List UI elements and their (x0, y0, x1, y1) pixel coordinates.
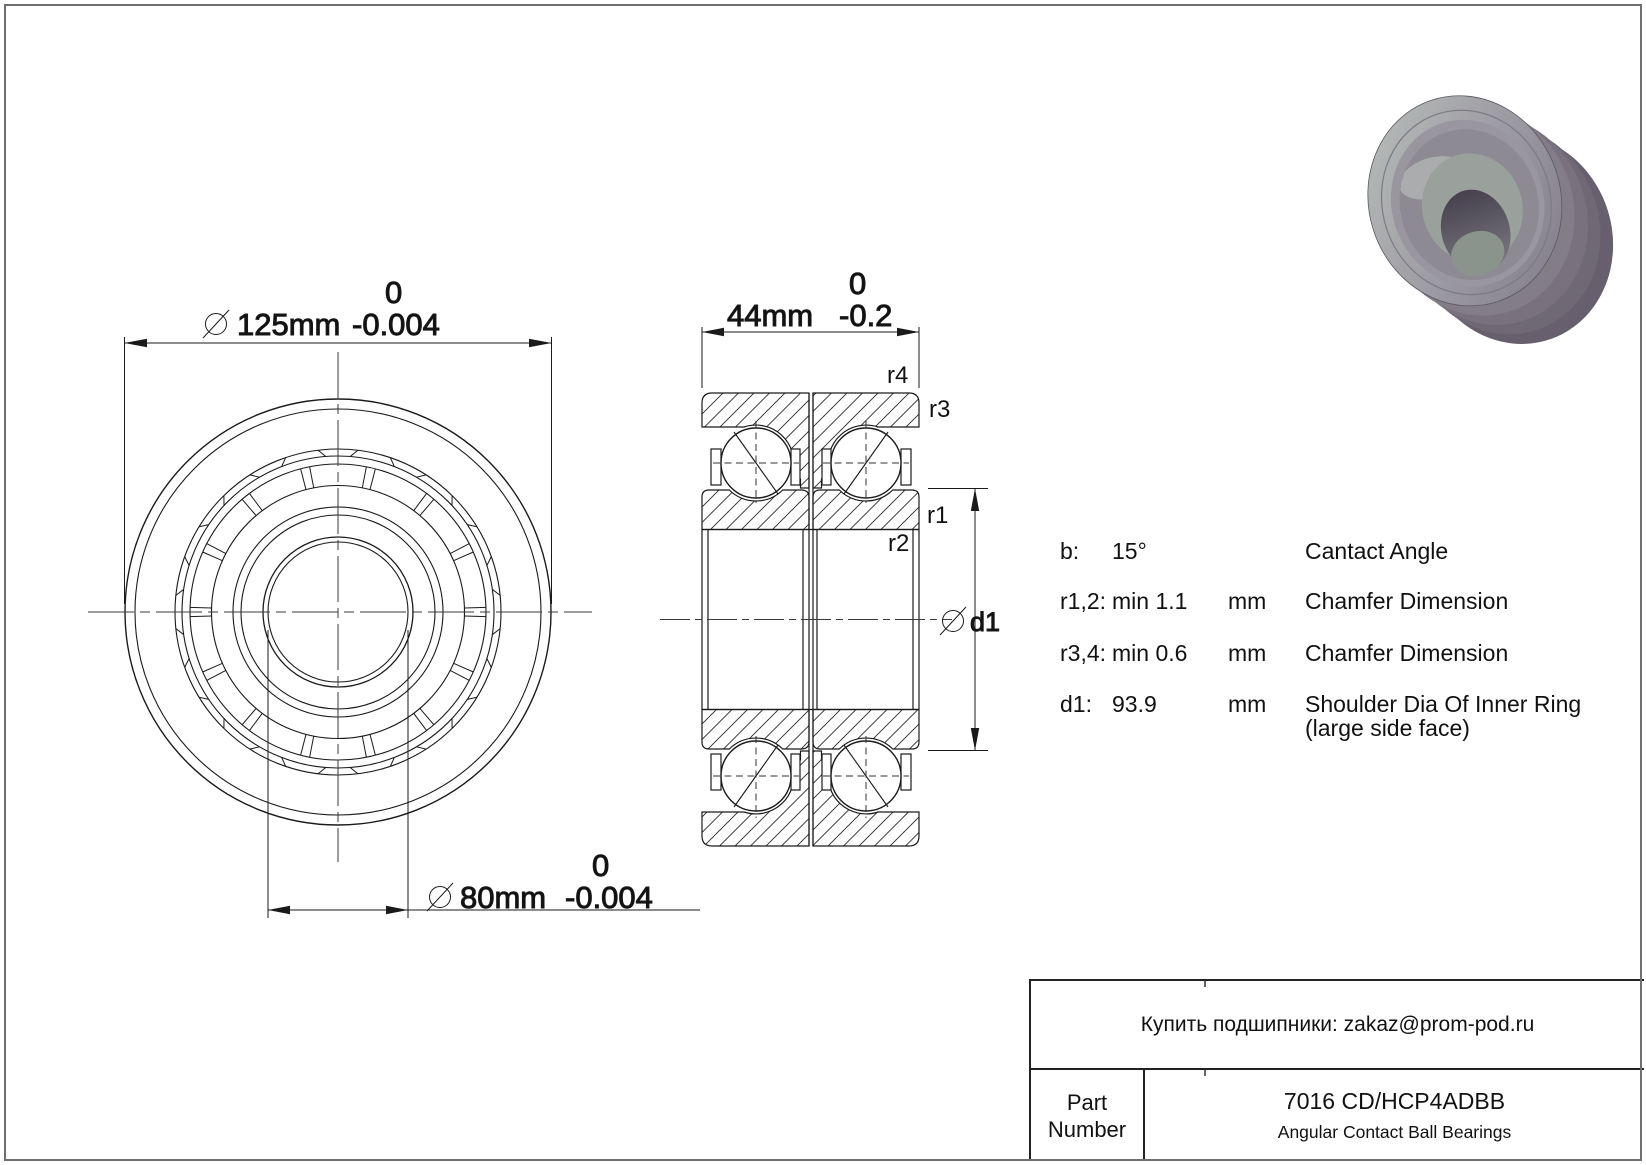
bearing-category: Angular Contact Ball Bearings (1277, 1122, 1512, 1142)
width-dim-tol-upper: 0 (849, 266, 867, 301)
arrowhead-left (268, 906, 290, 914)
od-dim-value: 125mm (237, 307, 341, 342)
bore-dim-value: 80mm (460, 880, 547, 915)
od-dim-tol-upper: 0 (385, 275, 403, 310)
arrowhead-up (971, 489, 979, 512)
width-dim-tol-lower: -0.2 (839, 298, 893, 333)
bore-dim-tol-upper: 0 (592, 848, 610, 883)
spec-label: b: (1060, 538, 1080, 564)
spec-label: d1: (1060, 691, 1092, 717)
spec-desc: Shoulder Dia Of Inner Ring (1305, 691, 1582, 717)
spec-label: r3,4: (1060, 640, 1107, 666)
label-r3: r3 (929, 396, 951, 423)
spec-label: r1,2: (1060, 588, 1107, 614)
diameter-symbol (940, 607, 966, 635)
part-number-value: 7016 CD/HCP4ADBB (1283, 1088, 1506, 1114)
arrowhead-right (529, 339, 552, 347)
spec-desc: Chamfer Dimension (1305, 588, 1509, 614)
arrowhead-left (702, 328, 724, 336)
spec-desc-line2: (large side face) (1305, 715, 1470, 741)
arrowhead-right (897, 328, 919, 336)
diameter-symbol (427, 883, 453, 911)
spec-unit: mm (1228, 691, 1267, 717)
spec-desc: Chamfer Dimension (1305, 640, 1509, 666)
label-r1: r1 (927, 502, 949, 529)
spec-desc: Cantact Angle (1305, 538, 1449, 564)
bearing-3d-render (1341, 59, 1640, 381)
spec-value: min 0.6 (1112, 640, 1188, 666)
label-r4: r4 (887, 362, 909, 389)
part-number-cell (1145, 1070, 1644, 1161)
label-r2: r2 (888, 530, 910, 557)
spec-value: 15° (1112, 538, 1147, 564)
arrowhead-right (386, 906, 408, 914)
spec-value: min 1.1 (1112, 588, 1188, 614)
shoulder-dim-label: d1 (970, 607, 1001, 637)
contact-line: Купить подшипники: zakaz@prom-pod.ru (1031, 981, 1644, 1070)
arrowhead-left (125, 339, 148, 347)
arrowhead-down (971, 728, 979, 751)
title-block (1029, 979, 1644, 1161)
front-view (88, 352, 592, 862)
part-number-label: Part Number (1031, 1070, 1145, 1161)
spec-unit: mm (1228, 640, 1267, 666)
od-dim-tol-lower: -0.004 (352, 307, 440, 342)
bore-dim-tol-lower: -0.004 (565, 880, 653, 915)
spec-value: 93.9 (1112, 691, 1157, 717)
front-view-centerlines (88, 352, 592, 862)
spec-unit: mm (1228, 588, 1267, 614)
width-dim-value: 44mm (727, 298, 814, 333)
section-view (660, 393, 952, 846)
diameter-symbol (203, 310, 229, 338)
bore-dimension (268, 630, 700, 918)
